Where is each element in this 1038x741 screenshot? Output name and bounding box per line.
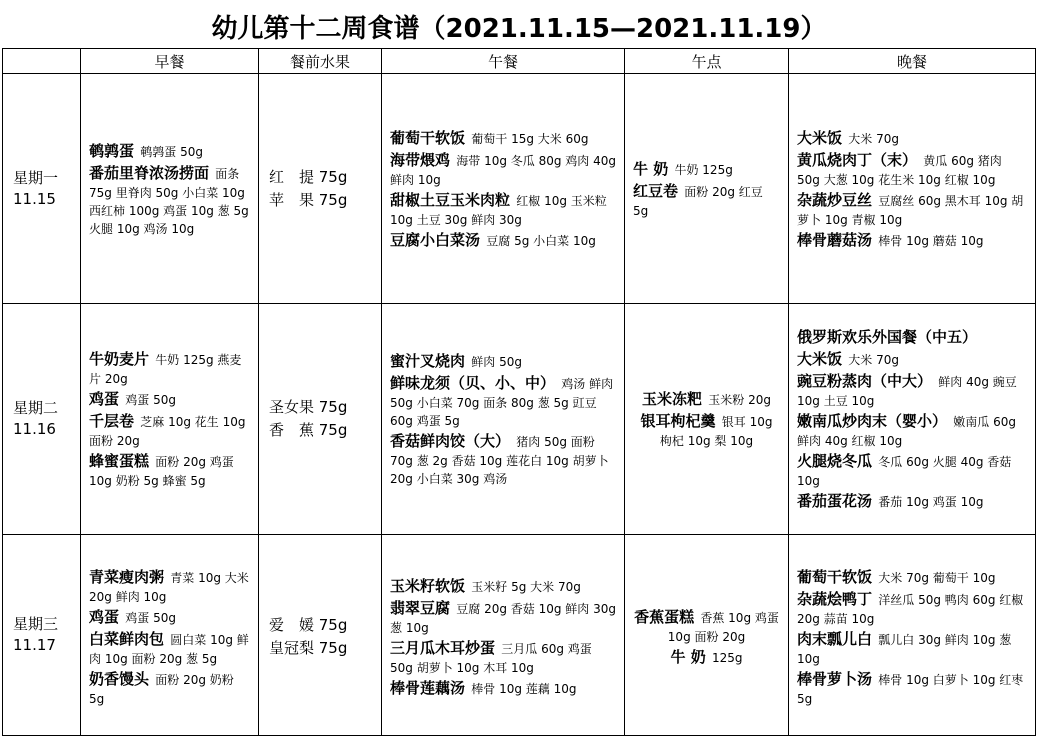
dish-name: 玉米冻粑 (642, 390, 703, 408)
dish-name: 牛奶麦片 (89, 350, 150, 368)
breakfast-cell (81, 304, 259, 535)
dinner-cell (789, 304, 1036, 535)
dish-ingredients: 大米 70g (848, 353, 899, 367)
day-name: 星期三 (13, 615, 59, 633)
dish-item (797, 127, 1027, 149)
dish-name: 青菜瘦肉粥 (89, 567, 165, 586)
dish-name: 番茄里脊浓汤捞面 (89, 163, 210, 182)
snack-cell-content (633, 603, 780, 668)
dish-name: 杂蔬炒豆丝 (797, 190, 873, 209)
dish-name: 鸡蛋 (89, 390, 120, 408)
dish-item (390, 350, 616, 372)
dish-ingredients: 青菜 10g 大米 20g 鲜肉 10g (89, 570, 249, 604)
dish-ingredients: 大米 70g 葡萄干 10g (878, 570, 996, 585)
breakfast-cell-content (89, 140, 250, 238)
dish-item (390, 127, 616, 149)
day-date: 11.17 (13, 636, 56, 654)
fruit-item: 圣女果 75g (269, 398, 348, 416)
dish-ingredients: 125g (711, 650, 743, 665)
dish-item (390, 229, 616, 251)
dish-ingredients: 鸡蛋 50g (125, 393, 176, 407)
day-name: 星期二 (13, 399, 59, 417)
dish-item (797, 410, 1027, 450)
dish-ingredients: 豆腐 5g 小白菜 10g (486, 233, 596, 248)
menu-table (2, 48, 1036, 736)
snack-cell (625, 74, 789, 304)
fruit-item: 苹 果 75g (269, 190, 348, 209)
dish-name: 棒骨萝卜汤 (797, 669, 873, 688)
dish-ingredients: 芝麻 10g 花生 10g 面粉 20g (89, 415, 246, 448)
lunch-cell-content (390, 127, 616, 251)
dish-name: 香蕉蛋糕 (634, 607, 695, 626)
dish-item (89, 668, 250, 708)
dish-item (89, 348, 250, 388)
dish-item (797, 566, 1027, 588)
dinner-cell (789, 535, 1036, 736)
dish-ingredients: 三月瓜 60g 鸡蛋 50g 胡萝卜 10g 木耳 10g (390, 641, 592, 675)
fruit-item: 皇冠梨 75g (269, 638, 348, 657)
dish-item (633, 388, 780, 410)
dish-item (390, 372, 616, 430)
dish-ingredients: 豆腐丝 60g 黑木耳 10g 胡萝卜 10g 青椒 10g (797, 193, 1024, 227)
dish-ingredients: 玉米籽 5g 大米 70g (471, 579, 581, 594)
dish-name: 奶香馒头 (89, 669, 150, 688)
dish-name: 肉末瓢儿白 (797, 629, 873, 648)
dish-name: 葡萄干软饭 (390, 128, 466, 147)
dish-item (797, 628, 1027, 668)
dish-ingredients: 香蕉 10g 鸡蛋 10g 面粉 20g (667, 610, 779, 644)
lunch-cell-content (390, 572, 616, 699)
header-snack: 午点 (625, 49, 789, 74)
dish-item (89, 162, 250, 238)
dish-ingredients: 面条 75g 里脊肉 50g 小白菜 10g 西红柿 100g 鸡蛋 10g 葱 5g 火腿 10g 鸡汤 10g (89, 166, 249, 236)
dish-ingredients: 大米 70g (848, 131, 899, 146)
dish-name: 牛 奶 (670, 647, 706, 666)
dish-ingredients: 冬瓜 60g 火腿 40g 香菇 10g (797, 455, 1012, 488)
dish-ingredients: 瓢儿白 30g 鲜肉 10g 葱 10g (797, 632, 1012, 666)
day-name: 星期一 (13, 168, 59, 187)
dish-item (390, 677, 616, 699)
dish-name: 鲜味龙须（贝、小、中） (390, 374, 556, 392)
dish-name: 千层卷 (89, 412, 135, 430)
dish-ingredients: 黄瓜 60g 猪肉 50g 大葱 10g 花生米 10g 红椒 10g (797, 153, 1002, 187)
dish-ingredients: 嫩南瓜 60g 鲜肉 40g 红椒 10g (797, 415, 1016, 448)
dish-item (797, 326, 1027, 348)
dish-item (390, 149, 616, 189)
snack-cell-content (633, 158, 780, 220)
day-date: 11.16 (13, 420, 56, 438)
dish-ingredients: 棒骨 10g 蘑菇 10g (878, 233, 984, 248)
fruit-item: 红 提 75g (269, 167, 348, 186)
dish-item (89, 140, 250, 162)
header-lunch: 午餐 (382, 49, 625, 74)
dish-item (797, 490, 1027, 512)
snack-cell (625, 535, 789, 736)
breakfast-cell-content (89, 348, 250, 490)
dish-name: 翡翠豆腐 (390, 598, 451, 617)
dish-item (89, 628, 250, 668)
dish-ingredients: 棒骨 10g 莲藕 10g (471, 681, 577, 696)
header-row (3, 49, 1036, 74)
dish-ingredients: 银耳 10g 枸杞 10g 梨 10g (659, 415, 773, 448)
dish-item (633, 606, 780, 646)
dish-name: 番茄蛋花汤 (797, 492, 873, 510)
dish-item (390, 597, 616, 637)
dish-name: 鹌鹑蛋 (89, 141, 135, 160)
dish-item (390, 189, 616, 229)
dinner-cell-content (797, 127, 1027, 251)
fruit-cell (259, 304, 382, 535)
dish-name: 香菇鲜肉饺（大） (390, 432, 511, 450)
dish-name: 甜椒土豆玉米肉粒 (390, 190, 511, 209)
dish-item (633, 646, 780, 668)
breakfast-cell (81, 535, 259, 736)
fruit-item: 爱 媛 75g (269, 615, 348, 634)
dish-item (633, 158, 780, 180)
dish-item (797, 229, 1027, 251)
day-cell (3, 74, 81, 304)
dish-name: 火腿烧冬瓜 (797, 452, 873, 470)
dish-name: 豌豆粉蒸肉（中大） (797, 372, 933, 390)
dish-ingredients: 面粉 20g 红豆 5g (633, 184, 763, 218)
dish-ingredients: 猪肉 50g 面粉 70g 葱 2g 香菇 10g 莲花白 10g 胡萝卜 20g 小白菜 30g 鸡汤 (390, 435, 609, 486)
page-title: 幼儿第十二周食谱（2021.11.15—2021.11.19） (211, 14, 827, 44)
fruit-item: 香 蕉 75g (269, 421, 348, 439)
dish-ingredients: 鲜肉 40g 豌豆 10g 土豆 10g (797, 375, 1017, 408)
header-fruit: 餐前水果 (259, 49, 382, 74)
dish-name: 玉米籽软饭 (390, 576, 466, 595)
dish-ingredients: 鸡蛋 50g (125, 610, 176, 625)
dish-ingredients: 牛奶 125g 燕麦片 20g (89, 353, 242, 386)
dish-ingredients: 海带 10g 冬瓜 80g 鸡肉 40g 鲜肉 10g (390, 153, 616, 187)
day-cell (3, 304, 81, 535)
header-breakfast: 早餐 (81, 49, 259, 74)
fruit-cell (259, 535, 382, 736)
dinner-cell-content (797, 326, 1027, 512)
fruit-cell (259, 74, 382, 304)
breakfast-cell-content (89, 563, 250, 708)
snack-cell (625, 304, 789, 535)
dish-item (633, 180, 780, 220)
fruit-cell-content (269, 396, 373, 442)
dish-ingredients: 棒骨 10g 白萝卜 10g 红枣 5g (797, 672, 1024, 706)
dish-name: 蜜汁叉烧肉 (390, 352, 466, 370)
dish-name: 俄罗斯欢乐外国餐（中五） (797, 328, 978, 346)
header-day (3, 49, 81, 74)
dish-ingredients: 洋丝瓜 50g 鸭肉 60g 红椒 20g 蒜苗 10g (797, 592, 1024, 626)
dinner-cell (789, 74, 1036, 304)
day-row (3, 74, 1036, 304)
dish-name: 白菜鲜肉包 (89, 629, 165, 648)
dish-item (797, 348, 1027, 370)
dish-item (633, 410, 780, 450)
dish-name: 黄瓜烧肉丁（末） (797, 150, 918, 169)
dish-name: 葡萄干软饭 (797, 567, 873, 586)
day-row (3, 304, 1036, 535)
dish-name: 银耳枸杞羹 (640, 412, 716, 430)
header-dinner: 晚餐 (789, 49, 1036, 74)
dinner-cell-content (797, 563, 1027, 708)
dish-name: 红豆卷 (633, 181, 679, 200)
dish-ingredients: 番茄 10g 鸡蛋 10g (878, 495, 984, 509)
dish-item (89, 566, 250, 606)
fruit-cell-content (269, 166, 373, 212)
lunch-cell (382, 304, 625, 535)
dish-ingredients: 面粉 20g 奶粉 5g (89, 672, 234, 706)
lunch-cell (382, 74, 625, 304)
dish-ingredients: 玉米粉 20g (708, 393, 771, 407)
day-date: 11.15 (13, 189, 56, 208)
dish-ingredients: 鸡汤 鲜肉 50g 小白菜 70g 面条 80g 葱 5g 豇豆 60g 鸡蛋 5g (390, 377, 614, 428)
dish-ingredients: 鹌鹑蛋 50g (140, 144, 203, 159)
dish-item (89, 410, 250, 450)
dish-ingredients: 鲜肉 50g (471, 355, 522, 369)
dish-item (797, 668, 1027, 708)
dish-name: 蜂蜜蛋糕 (89, 452, 150, 470)
dish-name: 嫩南瓜炒肉末（婴小） (797, 412, 948, 430)
dish-ingredients: 牛奶 125g (674, 162, 733, 177)
dish-name: 杂蔬烩鸭丁 (797, 589, 873, 608)
fruit-cell-content (269, 611, 373, 660)
dish-item (390, 637, 616, 677)
breakfast-cell (81, 74, 259, 304)
dish-item (89, 450, 250, 490)
dish-item (390, 430, 616, 488)
dish-item (797, 149, 1027, 189)
dish-name: 牛 奶 (633, 159, 669, 178)
dish-ingredients: 圆白菜 10g 鲜肉 10g 面粉 20g 葱 5g (89, 632, 249, 666)
dish-name: 大米饭 (797, 350, 843, 368)
lunch-cell (382, 535, 625, 736)
dish-name: 三月瓜木耳炒蛋 (390, 638, 496, 657)
dish-name: 大米饭 (797, 128, 843, 147)
lunch-cell-content (390, 350, 616, 488)
dish-item (390, 575, 616, 597)
dish-ingredients: 面粉 20g 鸡蛋 10g 奶粉 5g 蜂蜜 5g (89, 455, 234, 488)
dish-item (797, 450, 1027, 490)
day-cell (3, 535, 81, 736)
dish-name: 棒骨莲藕汤 (390, 678, 466, 697)
dish-item (797, 189, 1027, 229)
dish-item (89, 606, 250, 628)
dish-name: 豆腐小白菜汤 (390, 230, 481, 249)
snack-cell-content (633, 388, 780, 450)
dish-item (797, 370, 1027, 410)
dish-ingredients: 红椒 10g 玉米粒 10g 土豆 30g 鲜肉 30g (390, 193, 607, 227)
dish-name: 鸡蛋 (89, 607, 120, 626)
dish-item (797, 588, 1027, 628)
dish-ingredients: 葡萄干 15g 大米 60g (471, 131, 589, 146)
day-row (3, 535, 1036, 736)
dish-ingredients: 豆腐 20g 香菇 10g 鲜肉 30g 葱 10g (390, 601, 616, 635)
dish-name: 棒骨蘑菇汤 (797, 230, 873, 249)
dish-name: 海带煨鸡 (390, 150, 451, 169)
dish-item (89, 388, 250, 410)
